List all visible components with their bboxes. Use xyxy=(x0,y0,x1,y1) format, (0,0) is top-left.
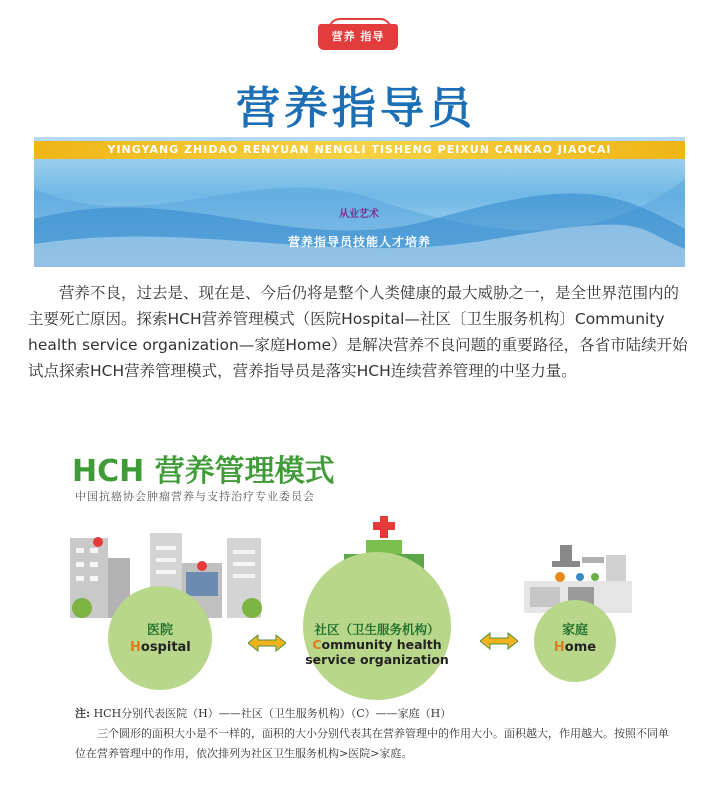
banner-stripe xyxy=(34,141,685,159)
note-line1: HCH分别代表医院（H）——社区（卫生服务机构）（C）——家庭（H） xyxy=(93,707,452,720)
double-arrow-icon xyxy=(248,633,286,653)
community-zh: 社区（卫生服务机构） xyxy=(314,622,440,637)
book-badge-icon xyxy=(318,18,398,52)
note-line2: 三个圆形的面积大小是不一样的，面积的大小分别代表其在营养管理中的作用大小。面积越大，作用越大。按照不同单位在营养管理中的作用，依次排列为社区卫生服务机构>医院>家庭。 xyxy=(75,727,669,760)
badge-label: 营养 指导 xyxy=(331,30,385,43)
intro-paragraph: 营养不良，过去是、现在是、今后仍将是整个人类健康的最大威胁之一，是全世界范围内的主要死亡原因。探索HCH营养管理模式（医院Hospital—社区〔卫生服务机构〕Community health service organization—家庭Home）是解决营养不良问题的重要路径，各省市陆续开始试点探索HCH营养管理模式，营养指导员是落实HCH连续营养管理的中坚力量。 xyxy=(28,284,688,380)
banner-stripe-text: YINGYANG ZHIDAO RENYUAN NENGLI TISHENG PEIXUN CANKAO JIAOCAI xyxy=(107,143,612,156)
home-zh: 家庭 xyxy=(561,623,588,638)
home-rest: ome xyxy=(564,640,597,655)
footnote xyxy=(75,704,675,764)
banner-brand: 从业艺术 xyxy=(339,209,379,220)
banner xyxy=(34,137,685,267)
home-label xyxy=(534,622,616,656)
hospital-label xyxy=(130,622,190,656)
home-cap: H xyxy=(553,640,565,655)
page-title: 营养指导员 xyxy=(236,83,476,134)
hospital-rest: ospital xyxy=(140,640,191,655)
banner-subtitle: 营养指导员技能人才培养 xyxy=(287,235,431,249)
double-arrow-icon xyxy=(480,631,518,651)
community-rest: ommunity health xyxy=(321,637,442,652)
hch-org: 中国抗癌协会肿瘤营养与支持治疗专业委员会 xyxy=(75,490,315,503)
community-label xyxy=(303,622,451,667)
hch-title: HCH 营养管理模式 xyxy=(72,454,335,489)
community-cap: C xyxy=(312,637,322,652)
hospital-cap: H xyxy=(130,640,141,655)
note-label: 注: xyxy=(75,707,91,720)
community-line2: service organization xyxy=(305,652,449,667)
hospital-zh: 医院 xyxy=(146,623,173,638)
